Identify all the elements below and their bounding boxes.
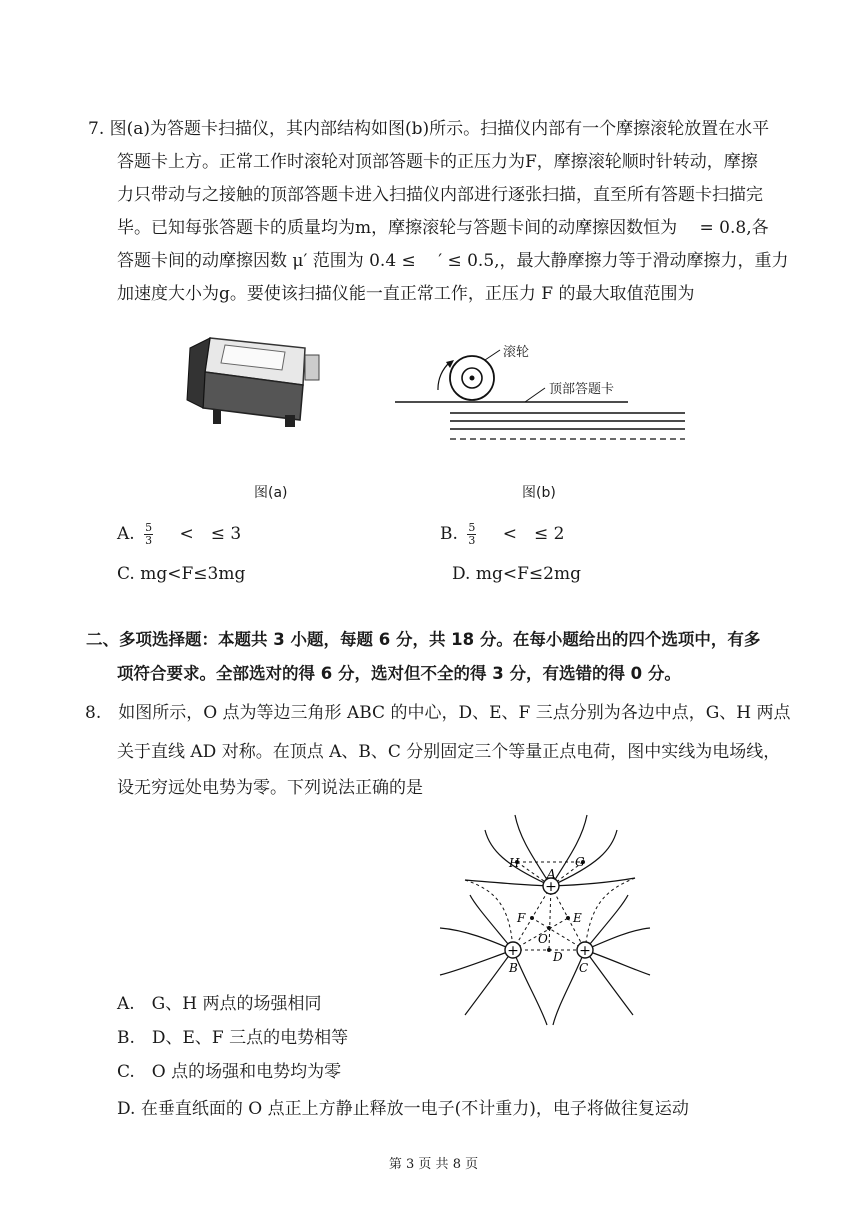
charge-b-sign: +	[507, 943, 519, 959]
q7-line-4: 毕。已知每张答题卡的质量均为m，摩擦滚轮与答题卡间的动摩擦因数恒为 = 0.8,各	[117, 218, 769, 238]
charge-a-sign: +	[545, 879, 557, 895]
label-c: C	[579, 961, 589, 975]
q8-option-a: A. G、H 两点的场强相同	[117, 994, 322, 1014]
label-d: D	[553, 950, 563, 964]
label-b: B	[509, 961, 518, 975]
q7-option-a	[117, 522, 241, 547]
roller-label: 滚轮	[503, 345, 530, 360]
option-b-den: 3	[468, 534, 476, 547]
section2-line-1: 二、多项选择题：本题共 3 小题，每题 6 分，共 18 分。在每小题给出的四个选项中，有多	[86, 630, 761, 649]
option-b-num: 5	[468, 521, 476, 534]
label-g: G	[575, 855, 585, 869]
option-b-letter: B.	[440, 524, 458, 544]
fig-a-caption: 图(a)	[254, 485, 288, 501]
option-a-fraction	[144, 522, 153, 547]
q7-line-1: 7. 图(a)为答题卡扫描仪，其内部结构如图(b)所示。扫描仪内部有一个摩擦滚轮放置在水平	[88, 119, 770, 139]
option-a-rest: < ≤ 3	[162, 524, 242, 544]
option-b-fraction	[467, 522, 476, 547]
q7-option-d	[452, 562, 581, 586]
label-a: A	[547, 867, 556, 881]
label-h: H	[509, 856, 520, 870]
label-f: F	[517, 911, 526, 925]
q7-line-3: 力只带动与之接触的顶部答题卡进入扫描仪内部进行逐张扫描，直至所有答题卡扫描完	[117, 185, 763, 205]
roller-diagram	[390, 340, 695, 450]
page-footer: 第 3 页 共 8 页	[388, 1157, 479, 1172]
q8-line-1: 8. 如图所示，O 点为等边三角形 ABC 的中心，D、E、F 三点分别为各边中点，G、H 两点	[85, 703, 791, 723]
option-a-den: 3	[145, 534, 153, 547]
q7-line-5: 答题卡间的动摩擦因数 μ′ 范围为 0.4 ≤ ′ ≤ 0.5,，最大静摩擦力等于滑动摩擦力，重力	[117, 251, 789, 271]
option-c-letter: C.	[117, 564, 135, 584]
top-card-label: 顶部答题卡	[549, 382, 615, 397]
label-o: O	[538, 932, 548, 946]
charge-c-sign: +	[579, 943, 591, 959]
section2-line-2: 项符合要求。全部选对的得 6 分，选对但不全的得 3 分，有选错的得 0 分。	[117, 664, 681, 683]
fig-b-caption: 图(b)	[522, 485, 556, 501]
q8-line-2: 关于直线 AD 对称。在顶点 A、B、C 分别固定三个等量正点电荷，图中实线为电场线，	[117, 742, 781, 762]
option-a-num: 5	[145, 521, 153, 534]
label-e: E	[573, 911, 582, 925]
option-d-text: mg<F≤2mg	[475, 564, 581, 584]
q7-line-2: 答题卡上方。正常工作时滚轮对顶部答题卡的正压力为F，摩擦滚轮顺时针转动，摩擦	[117, 152, 758, 172]
option-d-letter: D.	[452, 564, 471, 584]
q7-option-b	[440, 522, 564, 547]
q8-option-c: C. O 点的场强和电势均为零	[117, 1062, 342, 1082]
q7-line-6: 加速度大小为g。要使该扫描仪能一直正常工作，正压力 F 的最大取值范围为	[117, 284, 695, 304]
option-b-rest: < ≤ 2	[485, 524, 565, 544]
q7-option-c	[117, 562, 245, 586]
q8-line-3: 设无穷远处电势为零。下列说法正确的是	[117, 778, 423, 798]
option-a-letter: A.	[117, 524, 135, 544]
q8-option-b: B. D、E、F 三点的电势相等	[117, 1028, 349, 1048]
q8-option-d: D. 在垂直纸面的 O 点正上方静止释放一电子(不计重力)，电子将做往复运动	[117, 1099, 689, 1119]
option-c-text: mg<F≤3mg	[140, 564, 246, 584]
scanner-photo	[185, 330, 335, 435]
electric-field-diagram	[435, 810, 655, 1030]
